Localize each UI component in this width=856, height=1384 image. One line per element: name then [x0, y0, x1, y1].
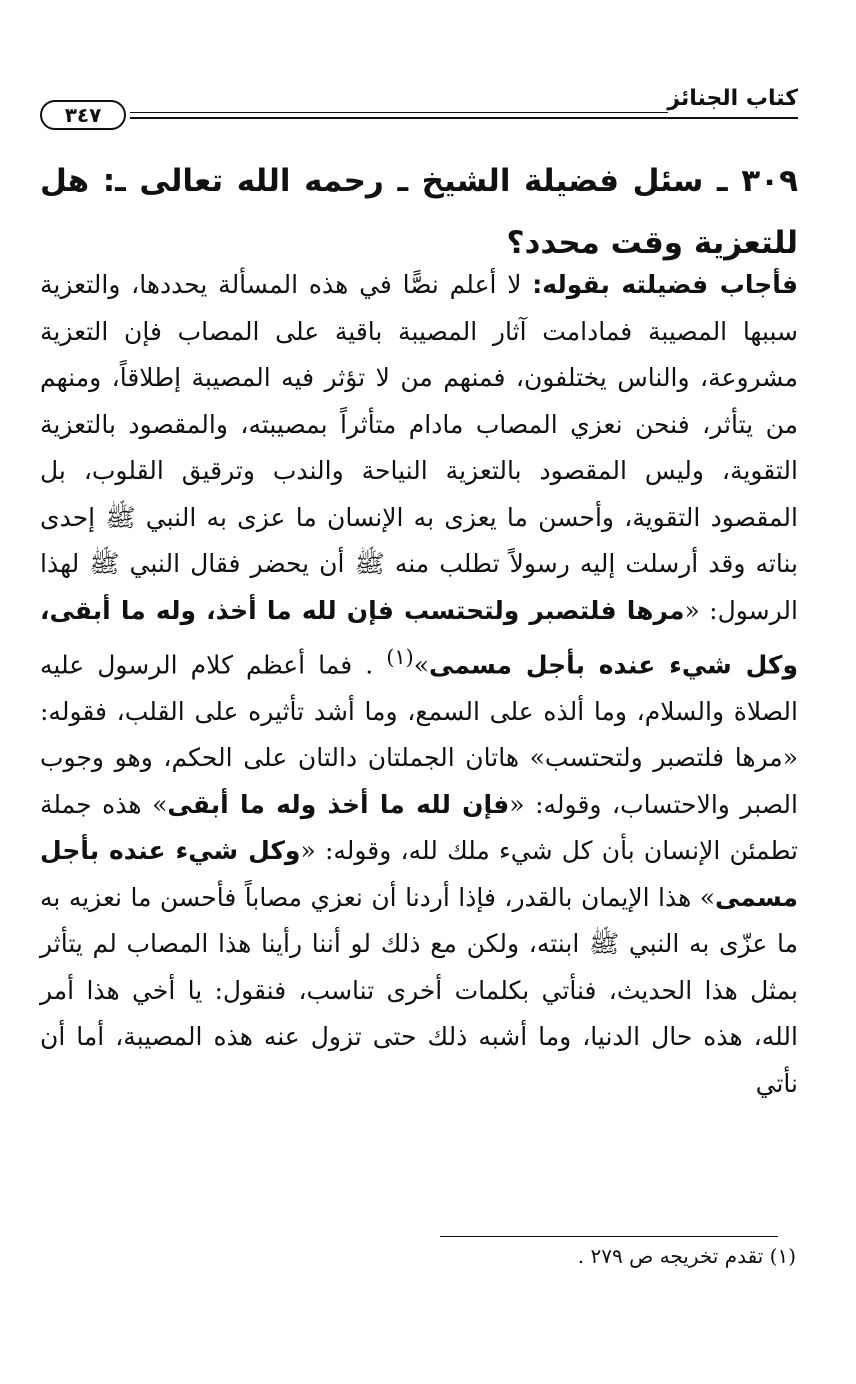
answer-text-2: . فما أعظم كلام الرسول عليه الصلاة والسلام، وما ألذه على السمع، وما أشد تأثيره على القلب، فقوله: «مرها فلتصبر ولتحتسب» هاتان الجملتان دالتان على الحكم، وهو وجوب الصبر والاحتساب، وقوله: « — [40, 650, 798, 819]
footnote-divider — [440, 1236, 778, 1237]
page-header — [40, 82, 798, 127]
question-heading: ٣٠٩ ـ سئل فضيلة الشيخ ـ رحمه الله تعالى ـ: هل للتعزية وقت محدد؟ — [40, 163, 798, 261]
header-rule-thick — [130, 117, 798, 119]
quote-3: وكل شيء عنده بأجل مسمى — [40, 836, 798, 912]
chapter-title: كتاب الجنائز — [667, 86, 798, 111]
answer-body: فأجاب فضيلته بقوله: لا أعلم نصًّا في هذه المسألة يحددها، والتعزية سببها المصيبة فمادامت آثار المصيبة باقية على المصاب فإن التعزية مشروعة، والناس يختلفون، فمنهم من لا تؤثر فيه المصيبة إطلاقاً، ومنهم من يتأثر، فنحن نعزي المصاب مادام متأثراً بمصيبته، والمقصود بالتعزية التقوية، وليس المقصود بالتعزية النياحة والندب وترقيق القلوب، بل المقصود التقوية، وأحسن ما يعزى به الإنسان ما عزى به النبي ﷺ إحدى بناته وقد أرسلت إليه رسولاً تطلب منه ﷺ أن يحضر فقال النبي ﷺ لهذا الرسول: «مرها فلتصبر ولتحتسب فإن لله ما أخذ، وله ما أبقى، وكل شيء عنده بأجل مسمى»$^{(١)}$ . فما أعظم كلام الرسول عليه الصلاة والسلام، وما ألذه على السمع، وما أشد تأثيره على القلب، فقوله: «مرها فلتصبر ولتحتسب» هاتان الجملتان دالتان على الحكم، وهو وجوب الصبر والاحتساب، وقوله: «فإن لله ما أخذ وله ما أبقى» هذه جملة تطمئن الإنسان بأن كل شيء ملك لله، وقوله: «وكل شيء عنده بأجل مسمى» هذا الإيمان بالقدر، فإذا أردنا أن نعزي مصاباً فأحسن ما نعزيه به ما عزّى به النبي ﷺ ابنته، ولكن مع ذلك لو أننا رأينا هذا المصاب لم يتأثر بمثل هذا الحديث، فنأتي بكلمات أخرى تناسب، فنقول: يا أخي هذا أمر الله، هذه حال الدنيا، وما أشبه ذلك حتى تزول عنه هذه المصيبة، أما أن نأتي — [40, 270, 798, 1098]
answer-text-4: » هذا الإيمان بالقدر، فإذا أردنا أن نعزي مصاباً فأحسن ما نعزيه به ما عزّى به النبي ﷺ ابنته، ولكن مع ذلك لو أننا رأينا هذا المصاب لم يتأثر بمثل هذا الحديث، فنأتي بكلمات أخرى تناسب، فنقول: يا أخي هذا أمر الله، هذه حال الدنيا، وما أشبه ذلك حتى تزول عنه هذه المصيبة، أما أن نأتي — [40, 882, 798, 1098]
hadith-quote: مرها فلتصبر ولتحتسب فإن لله ما أخذ، وله ما أبقى، وكل شيء عنده بأجل مسمى — [40, 595, 798, 680]
answer-text-1: لا أعلم نصًّا في هذه المسألة يحددها، والتعزية سببها المصيبة فمادامت آثار المصيبة باقية على المصاب فإن التعزية مشروعة، والناس يختلفون، فمنهم من لا تؤثر فيه المصيبة إطلاقاً، ومنهم من يتأثر، فنحن نعزي المصاب مادام متأثراً بمصيبته، والمقصود بالتعزية التقوية، وليس المقصود بالتعزية النياحة والندب وترقيق القلوب، بل المقصود التقوية، وأحسن ما يعزى به الإنسان ما عزى به النبي ﷺ إحدى بناته وقد أرسلت إليه رسولاً تطلب منه ﷺ أن يحضر فقال النبي ﷺ لهذا الرسول: « — [40, 270, 798, 625]
header-rule-thin — [130, 112, 668, 113]
page-number: ٣٤٧ — [40, 100, 126, 130]
answer-text-3: » هذه جملة تطمئن الإنسان بأن كل شيء ملك لله، وقوله: « — [40, 789, 798, 866]
footnote: (١) تقدم تخريجه ص ٢٧٩ . — [577, 1244, 796, 1268]
footnote-marker: (١) — [386, 645, 414, 669]
quote-2: فإن لله ما أخذ وله ما أبقى — [167, 789, 510, 819]
answer-lead: فأجاب فضيلته بقوله: — [532, 270, 798, 299]
